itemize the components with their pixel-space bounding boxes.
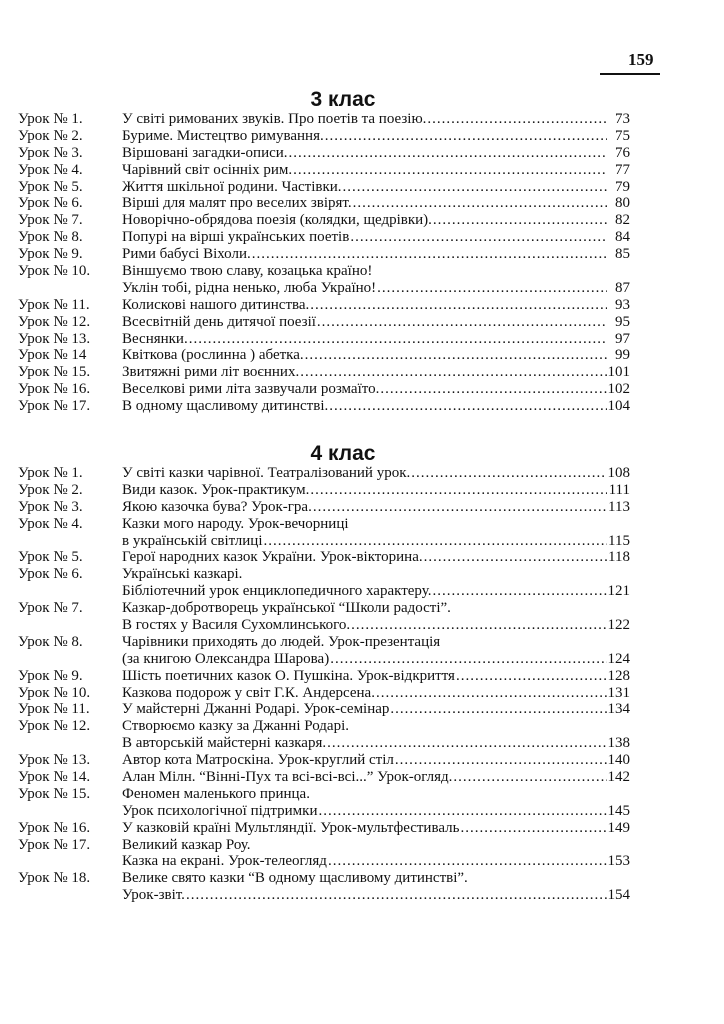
lesson-title: Попурі на вірші українських поетів bbox=[122, 229, 350, 246]
lesson-label bbox=[18, 634, 122, 651]
toc-entry bbox=[18, 246, 630, 263]
lesson-prefix: Урок № bbox=[18, 684, 68, 701]
lesson-label bbox=[18, 263, 122, 280]
leader-dots bbox=[328, 853, 607, 870]
leader-dots bbox=[293, 162, 607, 179]
toc-entry bbox=[18, 331, 630, 348]
toc-entry bbox=[18, 229, 630, 246]
lesson-title: Українські казкарі. bbox=[122, 566, 243, 583]
leader-dots bbox=[424, 549, 607, 566]
lesson-prefix: Урок № bbox=[18, 364, 68, 381]
page-ref: 80 bbox=[615, 195, 630, 212]
section-title: 4 клас bbox=[310, 442, 376, 465]
leader-dots bbox=[313, 499, 607, 516]
lesson-number: 8. bbox=[71, 633, 83, 650]
lesson-number: 9. bbox=[71, 246, 83, 263]
page-ref: 121 bbox=[607, 583, 630, 600]
lesson-title: Казкар-добротворець української “Школи радості”. bbox=[122, 600, 451, 617]
lesson-number: 3. bbox=[71, 144, 83, 161]
lesson-title: Створюємо казку за Джанні Родарі. bbox=[122, 718, 349, 735]
toc-entry bbox=[18, 162, 630, 179]
page-ref: 101 bbox=[607, 364, 630, 381]
lesson-title: У казковій країні Мультляндії. Урок-мультфестиваль bbox=[122, 819, 460, 836]
lesson-label bbox=[18, 701, 122, 718]
toc-entry bbox=[18, 752, 630, 769]
lesson-label bbox=[18, 212, 122, 229]
lesson-title: Великий казкар Роу. bbox=[122, 836, 251, 853]
leader-dots bbox=[351, 617, 606, 634]
leader-dots bbox=[300, 364, 606, 381]
lesson-label bbox=[18, 297, 122, 314]
page-ref: 99 bbox=[615, 347, 630, 364]
lesson-number: 13. bbox=[71, 330, 91, 347]
lesson-prefix: Урок № bbox=[18, 161, 68, 178]
leader-dots bbox=[310, 482, 607, 499]
lesson-label bbox=[18, 668, 122, 685]
lesson-label bbox=[18, 499, 122, 516]
lesson-label bbox=[18, 870, 122, 887]
lesson-label bbox=[18, 820, 122, 837]
lesson-prefix: Урок № bbox=[18, 381, 68, 398]
lesson-prefix: Урок № bbox=[18, 836, 68, 853]
lesson-prefix: Урок № bbox=[18, 144, 68, 161]
lesson-prefix: Урок № bbox=[18, 701, 68, 718]
leader-dots bbox=[325, 128, 607, 145]
lesson-prefix: Урок № bbox=[18, 263, 68, 280]
lesson-number: 18. bbox=[71, 870, 91, 887]
lesson-prefix: Урок № bbox=[18, 769, 68, 786]
toc-entry bbox=[18, 685, 630, 702]
toc-entry bbox=[18, 837, 630, 854]
page-ref: 124 bbox=[607, 650, 630, 667]
lesson-label bbox=[18, 314, 122, 331]
lesson-title: У світі римованих звуків. Про поетів та поезію. bbox=[122, 111, 427, 127]
page-ref: 145 bbox=[607, 802, 630, 819]
lesson-label bbox=[18, 111, 122, 128]
toc-entry bbox=[18, 499, 630, 516]
lesson-label bbox=[18, 145, 122, 162]
lesson-title: Види казок. Урок-практикум. bbox=[122, 481, 310, 498]
lesson-label bbox=[18, 364, 122, 381]
toc-entry bbox=[18, 786, 630, 803]
lesson-title: Життя шкільної родини. Частівки. bbox=[122, 178, 342, 195]
toc-entry bbox=[18, 398, 630, 415]
lesson-prefix: Урок № bbox=[18, 246, 68, 263]
lesson-label bbox=[18, 398, 122, 415]
lesson-label bbox=[18, 685, 122, 702]
toc-entry bbox=[18, 701, 630, 718]
lesson-title: Казка на екрані. Урок-телеогляд bbox=[122, 853, 327, 870]
lesson-prefix: Урок № bbox=[18, 127, 68, 144]
toc-entry bbox=[18, 280, 630, 297]
toc-entry bbox=[18, 549, 630, 566]
lesson-number: 3. bbox=[71, 498, 83, 515]
lesson-label bbox=[18, 786, 122, 803]
toc-entry bbox=[18, 297, 630, 314]
lesson-number: 10. bbox=[71, 684, 91, 701]
leader-dots bbox=[390, 701, 606, 718]
toc-entry bbox=[18, 533, 630, 550]
toc-entry bbox=[18, 600, 630, 617]
lesson-label bbox=[18, 381, 122, 398]
toc-entry bbox=[18, 482, 630, 499]
lesson-prefix: Урок № bbox=[18, 566, 68, 583]
leader-dots bbox=[453, 769, 606, 786]
page-ref: 118 bbox=[608, 549, 630, 566]
lesson-title: Віншуємо твою славу, козацька країно! bbox=[122, 263, 373, 280]
lesson-number: 17. bbox=[71, 398, 91, 415]
page-ref: 87 bbox=[615, 279, 630, 296]
page-ref: 76 bbox=[615, 144, 630, 161]
lesson-title: Урок-звіт. bbox=[122, 887, 185, 904]
page-ref: 108 bbox=[607, 465, 630, 481]
page-ref: 134 bbox=[607, 701, 630, 718]
lesson-prefix: Урок № bbox=[18, 752, 68, 769]
lesson-number: 11. bbox=[71, 296, 90, 313]
lesson-title: Казки мого народу. Урок-вечорниці bbox=[122, 515, 349, 532]
lesson-title: У майстерні Джанні Родарі. Урок-семінар bbox=[122, 701, 390, 718]
leader-dots bbox=[427, 111, 607, 128]
leader-dots bbox=[350, 229, 607, 246]
toc-entry bbox=[18, 314, 630, 331]
lesson-prefix: Урок № bbox=[18, 347, 68, 364]
lesson-number: 11. bbox=[71, 701, 90, 718]
page-ref: 113 bbox=[608, 498, 630, 515]
lesson-prefix: Урок № bbox=[18, 296, 68, 313]
lesson-title: Шість поетичних казок О. Пушкіна. Урок-відкриття bbox=[122, 667, 455, 684]
lesson-label bbox=[18, 566, 122, 583]
lesson-number: 14 bbox=[71, 347, 87, 364]
page-ref: 102 bbox=[607, 381, 630, 398]
leader-dots bbox=[305, 347, 607, 364]
toc-entry bbox=[18, 634, 630, 651]
page-ref: 84 bbox=[615, 229, 630, 246]
section-grade-3 bbox=[0, 87, 724, 415]
leader-dots bbox=[318, 803, 606, 820]
lesson-prefix: Урок № bbox=[18, 111, 68, 127]
page-ref: 138 bbox=[607, 735, 630, 752]
lesson-title: Алан Мілн. “Вінні-Пух та всі-всі-всі...” Урок-огляд. bbox=[122, 769, 453, 786]
lesson-label bbox=[18, 229, 122, 246]
toc-entry bbox=[18, 870, 630, 887]
page-number: 159 bbox=[628, 50, 654, 69]
lesson-title: Казкова подорож у світ Г.К. Андерсена. bbox=[122, 684, 375, 701]
lesson-prefix: Урок № bbox=[18, 330, 68, 347]
leader-dots bbox=[380, 381, 606, 398]
page-ref: 154 bbox=[607, 887, 630, 904]
lesson-label bbox=[18, 331, 122, 348]
lesson-number: 16. bbox=[71, 819, 91, 836]
lesson-prefix: Урок № bbox=[18, 481, 68, 498]
lesson-title: Чарівний світ осінніх рим. bbox=[122, 161, 293, 178]
toc-list bbox=[18, 465, 630, 904]
lesson-number: 16. bbox=[71, 381, 91, 398]
lesson-prefix: Урок № bbox=[18, 465, 68, 481]
lesson-number: 7. bbox=[71, 212, 83, 229]
page-ref: 153 bbox=[607, 853, 630, 870]
page-ref: 122 bbox=[607, 617, 630, 634]
leader-dots bbox=[289, 145, 607, 162]
page-ref: 82 bbox=[615, 212, 630, 229]
leader-dots bbox=[395, 752, 607, 769]
lesson-title: Квіткова (рослинна ) абетка. bbox=[122, 347, 304, 364]
toc-entry bbox=[18, 364, 630, 381]
page-ref: 149 bbox=[607, 819, 630, 836]
page-ref: 95 bbox=[615, 313, 630, 330]
toc-entry bbox=[18, 668, 630, 685]
lesson-number: 1. bbox=[71, 111, 83, 127]
lesson-number: 7. bbox=[71, 600, 83, 617]
lesson-number: 4. bbox=[71, 515, 83, 532]
page-ref: 104 bbox=[607, 398, 630, 415]
lesson-label bbox=[18, 769, 122, 786]
lesson-prefix: Урок № bbox=[18, 819, 68, 836]
lesson-title: Веснянки. bbox=[122, 330, 188, 347]
lesson-title: Велике свято казки “В одному щасливому дитинстві”. bbox=[122, 870, 468, 887]
lesson-title: Веселкові рими літа зазвучали розмаїто. bbox=[122, 381, 380, 398]
lesson-title: Віршовані загадки-описи. bbox=[122, 144, 288, 161]
lesson-prefix: Урок № bbox=[18, 498, 68, 515]
lesson-label bbox=[18, 549, 122, 566]
lesson-prefix: Урок № bbox=[18, 398, 68, 415]
lesson-title: Буриме. Мистецтво римування. bbox=[122, 127, 324, 144]
page-ref: 93 bbox=[615, 296, 630, 313]
lesson-number: 4. bbox=[71, 161, 83, 178]
lesson-number: 6. bbox=[71, 195, 83, 212]
lesson-title: Якою казочка бува? Урок-гра. bbox=[122, 498, 312, 515]
toc-entry bbox=[18, 179, 630, 196]
leader-dots bbox=[432, 583, 606, 600]
lesson-number: 5. bbox=[71, 549, 83, 566]
lesson-label bbox=[18, 246, 122, 263]
lesson-label bbox=[18, 179, 122, 196]
toc-entry bbox=[18, 583, 630, 600]
lesson-prefix: Урок № bbox=[18, 667, 68, 684]
lesson-prefix: Урок № bbox=[18, 212, 68, 229]
leader-dots bbox=[327, 735, 606, 752]
page-ref: 115 bbox=[608, 532, 630, 549]
page-ref: 128 bbox=[607, 667, 630, 684]
lesson-number: 14. bbox=[71, 769, 91, 786]
page-number-rule bbox=[600, 73, 660, 75]
lesson-number: 2. bbox=[71, 481, 83, 498]
page-ref: 97 bbox=[615, 330, 630, 347]
lesson-label bbox=[18, 837, 122, 854]
lesson-number: 15. bbox=[71, 785, 91, 802]
toc-entry bbox=[18, 853, 630, 870]
page-ref: 131 bbox=[607, 684, 630, 701]
lesson-number: 13. bbox=[71, 752, 91, 769]
lesson-title: Герої народних казок України. Урок-вікторина. bbox=[122, 549, 423, 566]
leader-dots bbox=[310, 297, 607, 314]
leader-dots bbox=[186, 887, 607, 904]
lesson-prefix: Урок № bbox=[18, 178, 68, 195]
leader-dots bbox=[411, 465, 606, 482]
lesson-label bbox=[18, 128, 122, 145]
lesson-label bbox=[18, 347, 122, 364]
lesson-title: Звитяжні рими літ воєнних. bbox=[122, 364, 300, 381]
toc-entry bbox=[18, 820, 630, 837]
lesson-prefix: Урок № bbox=[18, 313, 68, 330]
lesson-prefix: Урок № bbox=[18, 785, 68, 802]
leader-dots bbox=[329, 398, 606, 415]
lesson-number: 15. bbox=[71, 364, 91, 381]
lesson-prefix: Урок № bbox=[18, 549, 68, 566]
lesson-label bbox=[18, 465, 122, 482]
lesson-prefix: Урок № bbox=[18, 633, 68, 650]
lesson-number: 12. bbox=[71, 718, 91, 735]
lesson-label bbox=[18, 600, 122, 617]
lesson-label bbox=[18, 718, 122, 735]
lesson-title: Колискові нашого дитинства. bbox=[122, 296, 310, 313]
lesson-title: Вірші для малят про веселих звірят. bbox=[122, 195, 352, 212]
section-title: 3 клас bbox=[310, 88, 376, 111]
lesson-title: (за книгою Олександра Шарова) bbox=[122, 650, 330, 667]
toc-entry bbox=[18, 465, 630, 482]
lesson-title: Всесвітній день дитячої поезії bbox=[122, 313, 316, 330]
page-ref: 85 bbox=[615, 246, 630, 263]
page-ref: 140 bbox=[607, 752, 630, 769]
toc-entry bbox=[18, 651, 630, 668]
page-ref: 111 bbox=[608, 481, 630, 498]
toc-entry bbox=[18, 212, 630, 229]
leader-dots bbox=[456, 668, 607, 685]
page-ref: 75 bbox=[615, 127, 630, 144]
section-grade-4 bbox=[0, 441, 724, 904]
lesson-number: 12. bbox=[71, 313, 91, 330]
lesson-label bbox=[18, 482, 122, 499]
lesson-title: В одному щасливому дитинстві. bbox=[122, 398, 329, 415]
toc-entry bbox=[18, 516, 630, 533]
toc-entry bbox=[18, 566, 630, 583]
lesson-number: 5. bbox=[71, 178, 83, 195]
lesson-title: Автор кота Матроскіна. Урок-круглий стіл bbox=[122, 752, 394, 769]
lesson-title: У світі казки чарівної. Театралізований урок. bbox=[122, 465, 411, 481]
lesson-label bbox=[18, 162, 122, 179]
toc-entry bbox=[18, 803, 630, 820]
leader-dots bbox=[264, 533, 607, 550]
page-ref: 77 bbox=[615, 161, 630, 178]
lesson-prefix: Урок № bbox=[18, 718, 68, 735]
lesson-title: В гостях у Василя Сухомлинського. bbox=[122, 617, 351, 634]
page-ref: 79 bbox=[615, 178, 630, 195]
lesson-number: 1. bbox=[71, 465, 83, 481]
lesson-prefix: Урок № bbox=[18, 600, 68, 617]
toc-entry bbox=[18, 347, 630, 364]
lesson-title: Урок психологічної підтримки bbox=[122, 802, 318, 819]
lesson-number: 6. bbox=[71, 566, 83, 583]
toc-entry bbox=[18, 718, 630, 735]
lesson-title: Новорічно-обрядова поезія (колядки, щедрівки). bbox=[122, 212, 432, 229]
toc-entry bbox=[18, 887, 630, 904]
toc-entry bbox=[18, 381, 630, 398]
toc-entry bbox=[18, 735, 630, 752]
leader-dots bbox=[330, 651, 606, 668]
lesson-prefix: Урок № bbox=[18, 870, 68, 887]
lesson-title: Чарівники приходять до людей. Урок-презентація bbox=[122, 633, 441, 650]
toc-entry bbox=[18, 617, 630, 634]
lesson-number: 8. bbox=[71, 229, 83, 246]
lesson-number: 17. bbox=[71, 836, 91, 853]
toc-entry bbox=[18, 111, 630, 128]
lesson-title: В авторській майстерні казкаря. bbox=[122, 735, 327, 752]
lesson-number: 2. bbox=[71, 127, 83, 144]
toc-entry bbox=[18, 128, 630, 145]
lesson-title: в українській світлиці bbox=[122, 532, 263, 549]
lesson-title: Феномен маленького принца. bbox=[122, 785, 310, 802]
toc-entry bbox=[18, 769, 630, 786]
toc-entry bbox=[18, 263, 630, 280]
leader-dots bbox=[353, 195, 607, 212]
lesson-number: 9. bbox=[71, 667, 83, 684]
lesson-label bbox=[18, 752, 122, 769]
leader-dots bbox=[189, 331, 607, 348]
lesson-number: 10. bbox=[71, 263, 91, 280]
lesson-title: Бібліотечний урок енциклопедичного характеру. bbox=[122, 583, 432, 600]
leader-dots bbox=[317, 314, 607, 331]
leader-dots bbox=[376, 685, 607, 702]
lesson-prefix: Урок № bbox=[18, 195, 68, 212]
toc-list bbox=[18, 111, 630, 415]
leader-dots bbox=[377, 280, 607, 297]
toc-entry bbox=[18, 145, 630, 162]
leader-dots bbox=[343, 179, 607, 196]
lesson-title: Уклін тобі, рідна ненько, люба Україно! bbox=[122, 279, 377, 296]
lesson-prefix: Урок № bbox=[18, 229, 68, 246]
lesson-label bbox=[18, 516, 122, 533]
lesson-prefix: Урок № bbox=[18, 515, 68, 532]
leader-dots bbox=[460, 820, 606, 837]
leader-dots bbox=[433, 212, 607, 229]
page-ref: 73 bbox=[615, 111, 630, 127]
lesson-title: Рими бабусі Віхоли. bbox=[122, 246, 251, 263]
leader-dots bbox=[252, 246, 607, 263]
toc-entry bbox=[18, 195, 630, 212]
page-ref: 142 bbox=[607, 769, 630, 786]
lesson-label bbox=[18, 195, 122, 212]
